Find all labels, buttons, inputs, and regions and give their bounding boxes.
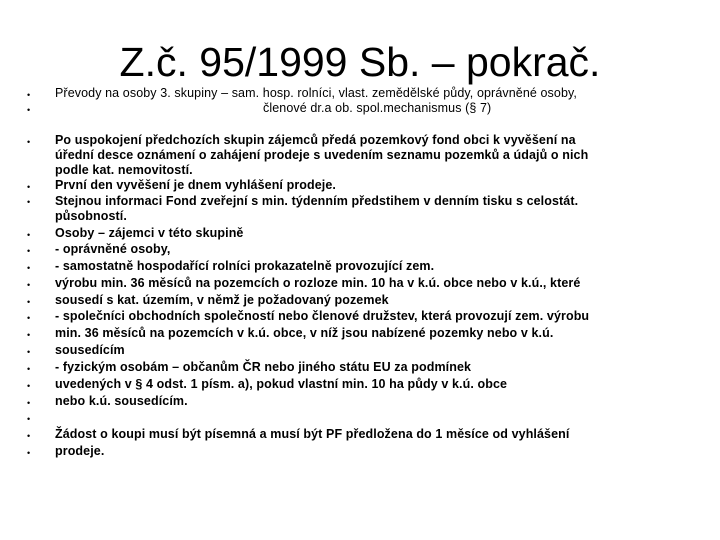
bullet-glyph: • <box>27 313 31 323</box>
bullet-glyph: • <box>27 431 31 441</box>
bullet-glyph: • <box>27 197 31 207</box>
text-line-members-mechanism: členové dr.a ob. spol.mechanismus (§ 7) <box>263 101 492 115</box>
bullet-glyph: • <box>27 137 31 147</box>
bullet-glyph: • <box>27 297 31 307</box>
bullet-glyph: • <box>27 90 31 100</box>
text-line: - oprávněné osoby, <box>55 242 171 256</box>
bullet-glyph: • <box>27 246 31 256</box>
text-line: sousedí s kat. územím, v němž je požadovaný pozemek <box>55 293 389 307</box>
bullet-glyph: • <box>27 263 31 273</box>
bullet-glyph: • <box>27 182 31 192</box>
text-line: uvedených v § 4 odst. 1 písm. a), pokud vlastní min. 10 ha půdy v k.ú. obce <box>55 377 508 391</box>
text-line: úřední desce oznámení o zahájení prodeje s uvedením seznamu pozemků a údajů o nich <box>55 148 589 162</box>
bullet-glyph: • <box>27 280 31 290</box>
slide-title: Z.č. 95/1999 Sb. – pokrač. <box>119 39 601 85</box>
text-line: působností. <box>55 209 127 223</box>
bullet-glyph: • <box>27 347 31 357</box>
text-line: Osoby – zájemci v této skupině <box>55 226 244 240</box>
bullet-glyph: • <box>27 398 31 408</box>
text-line: - společníci obchodních společností nebo členové družstev, která provozují zem. výrobu <box>55 309 590 323</box>
text-line: - samostatně hospodařící rolníci prokazatelně provozující zem. <box>55 259 435 273</box>
bullet-glyph: • <box>27 364 31 374</box>
text-line: Žádost o koupi musí být písemná a musí být PF předložena do 1 měsíce od vyhlášení <box>55 427 570 441</box>
bullet-glyph: • <box>27 448 31 458</box>
text-line: výrobu min. 36 měsíců na pozemcích o rozloze min. 10 ha v k.ú. obce nebo v k.ú., které <box>55 276 581 290</box>
text-line: min. 36 měsíců na pozemcích v k.ú. obce, v níž jsou nabízené pozemky nebo v k.ú. <box>55 326 554 340</box>
bullet-glyph: • <box>27 105 31 115</box>
bullet-glyph: • <box>27 381 31 391</box>
text-line: Po uspokojení předchozích skupin zájemců předá pozemkový fond obci k vyvěšení na <box>55 133 576 147</box>
text-line: podle kat. nemovitostí. <box>55 163 193 177</box>
text-line: nebo k.ú. sousedícím. <box>55 394 188 408</box>
bullet-glyph: • <box>27 330 31 340</box>
text-line: sousedícím <box>55 343 125 357</box>
bullet-glyph: • <box>27 414 31 424</box>
text-line-transfers-third-group: Převody na osoby 3. skupiny – sam. hosp. rolníci, vlast. zemědělské půdy, oprávněné osoby, <box>55 86 578 100</box>
bullet-glyph: • <box>27 230 31 240</box>
text-line: prodeje. <box>55 444 105 458</box>
text-line: První den vyvěšení je dnem vyhlášení prodeje. <box>55 178 337 192</box>
text-line: - fyzickým osobám – občanům ČR nebo jiného státu EU za podmínek <box>55 360 472 374</box>
text-line: Stejnou informaci Fond zveřejní s min. týdenním předstihem v denním tisku s celostát. <box>55 194 579 208</box>
